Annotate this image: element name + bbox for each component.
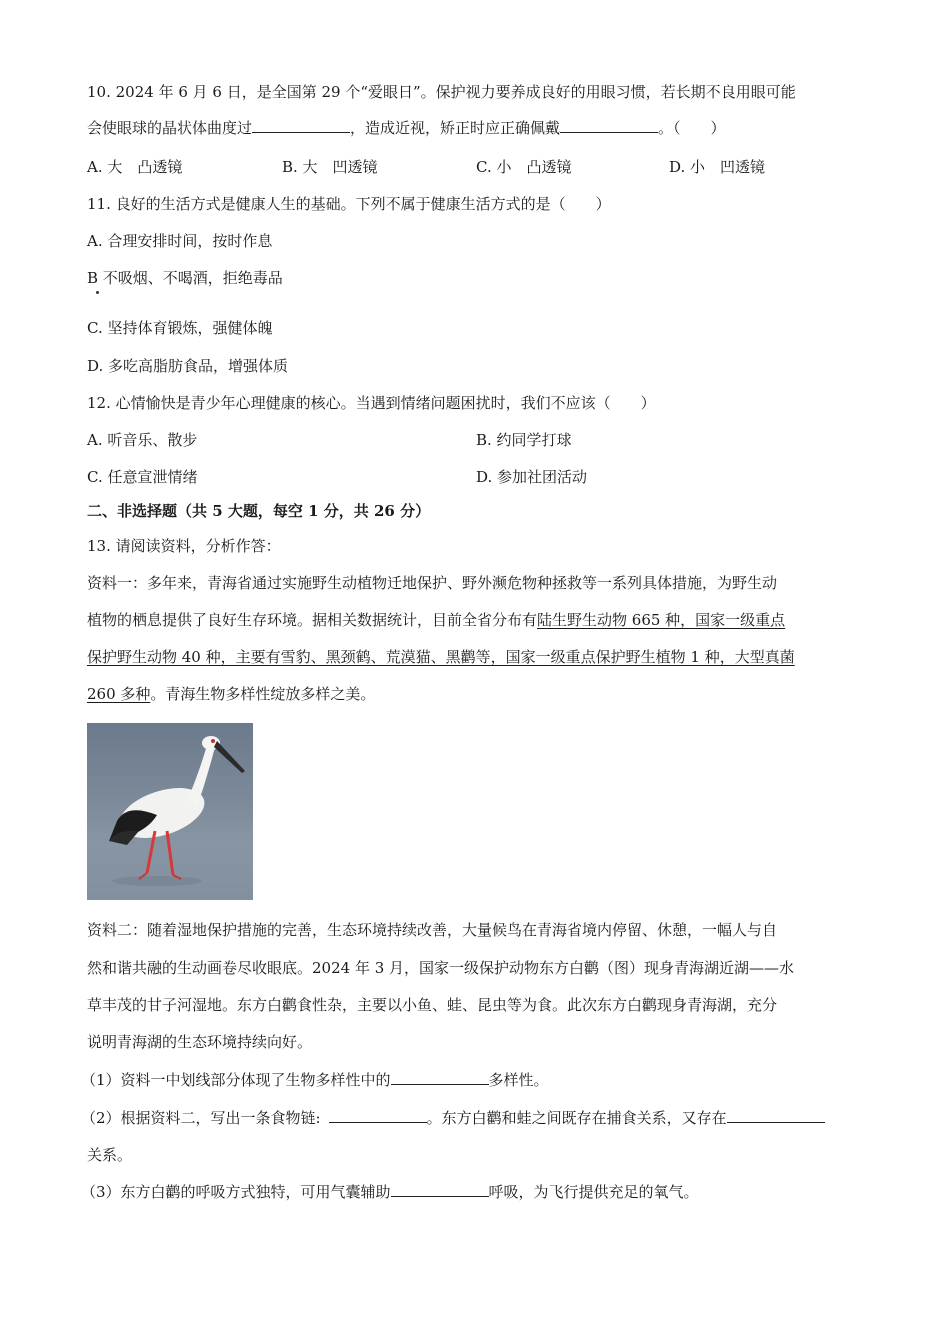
q13-stem: 13. 请阅读资料，分析作答： (87, 537, 281, 555)
q11-option-a[interactable]: A. 合理安排时间，按时作息 (87, 232, 273, 250)
q13-sub1 (81, 1070, 549, 1090)
q10-text-c: 。（ ） (658, 119, 726, 137)
q11-option-b[interactable]: B 不吸烟、不喝酒，拒绝毒品 (87, 269, 283, 287)
section-heading: 二、非选择题（共 5 大题，每空 1 分，共 26 分） (87, 502, 431, 520)
q13-underlined-text-2: 保护野生动物 40 种，主要有雪豹、黑颈鹤、荒漠猫、黑鹳等，国家一级重点保护野生植物 1 种，大型真菌 (87, 648, 795, 666)
q10-text-a: 会使眼球的晶状体曲度过 (87, 119, 253, 137)
q13-sub2-blank-1[interactable] (329, 1108, 427, 1123)
q12-option-b[interactable]: B. 约同学打球 (476, 431, 572, 449)
q10-stem-line2 (87, 118, 726, 138)
q13-material2-line2: 然和谐共融的生动画卷尽收眼底。2024 年 3 月，国家一级保护动物东方白鹳（图）现身青海湖近湖——水 (87, 959, 795, 977)
q13-sub3 (81, 1182, 699, 1202)
q12-stem: 12. 心情愉快是青少年心理健康的核心。当遇到情绪问题困扰时，我们不应该（ ） (87, 394, 656, 412)
stray-dot (96, 291, 99, 294)
q12-option-d[interactable]: D. 参加社团活动 (476, 468, 588, 486)
q12-option-c[interactable]: C. 任意宣泄情绪 (87, 468, 198, 486)
q13-sub3-blank[interactable] (391, 1182, 489, 1197)
q13-material2-line3: 草丰茂的甘子河湿地。东方白鹳食性杂，主要以小鱼、蛙、昆虫等为食。此次东方白鹳现身青海湖，充分 (87, 996, 778, 1014)
q11-option-d[interactable]: D. 多吃高脂肪食品，增强体质 (87, 357, 289, 375)
q13-sub1-text-b: 多样性。 (488, 1071, 549, 1089)
q13-sub1-blank[interactable] (391, 1070, 489, 1085)
stork-illustration (87, 723, 253, 900)
q13-sub3-text-b: 呼吸，为飞行提供充足的氧气。 (488, 1183, 699, 1201)
q13-material1-line4 (87, 684, 375, 704)
q13-sub2-blank-2[interactable] (727, 1108, 825, 1123)
q10-option-b[interactable]: B. 大 凹透镜 (282, 158, 378, 176)
q10-option-d[interactable]: D. 小 凹透镜 (669, 158, 766, 176)
q13-material1-end: 。青海生物多样性绽放多样之美。 (150, 685, 376, 703)
q12-option-a[interactable]: A. 听音乐、散步 (87, 431, 198, 449)
q11-option-c[interactable]: C. 坚持体育锻炼，强健体魄 (87, 319, 273, 337)
q13-sub2-end: 关系。 (87, 1146, 133, 1164)
q13-sub2-text-a: （2）根据资料二，写出一条食物链: (81, 1109, 321, 1127)
oriental-stork-photo (87, 723, 253, 900)
q13-sub1-text-a: （1）资料一中划线部分体现了生物多样性中的 (81, 1071, 391, 1089)
q10-option-a[interactable]: A. 大 凸透镜 (87, 158, 183, 176)
q13-material1-line1: 资料一：多年来，青海省通过实施野生动植物迁地保护、野外濒危物种拯救等一系列具体措施，为野生动 (87, 574, 778, 592)
q13-sub2-text-b: 。东方白鹳和蛙之间既存在捕食关系，又存在 (426, 1109, 727, 1127)
q13-material1-text: 植物的栖息提供了良好生存环境。据相关数据统计，目前全省分布有 (87, 611, 538, 629)
q10-stem-line1: 10. 2024 年 6 月 6 日，是全国第 29 个“爱眼日”。保护视力要养成良好的用眼习惯，若长期不良用眼可能 (87, 83, 796, 101)
q10-option-c[interactable]: C. 小 凸透镜 (476, 158, 572, 176)
q13-underlined-text-3: 260 多种 (87, 685, 151, 703)
q13-material1-line2 (87, 610, 785, 630)
q11-stem: 11. 良好的生活方式是健康人生的基础。下列不属于健康生活方式的是（ ） (87, 195, 611, 213)
q13-underlined-text-1: 陆生野生动物 665 种，国家一级重点 (537, 611, 786, 629)
q13-material2-line4: 说明青海湖的生态环境持续向好。 (87, 1033, 313, 1051)
q13-material2-line1: 资料二：随着湿地保护措施的完善，生态环境持续改善，大量候鸟在青海省境内停留、休憩，一幅人与自 (87, 921, 778, 939)
q10-blank-1[interactable] (252, 118, 350, 133)
q10-blank-2[interactable] (560, 118, 658, 133)
q10-text-b: ，造成近视，矫正时应正确佩戴 (350, 119, 561, 137)
q13-sub2 (81, 1108, 825, 1128)
q13-sub3-text-a: （3）东方白鹳的呼吸方式独特，可用气囊辅助 (81, 1183, 391, 1201)
